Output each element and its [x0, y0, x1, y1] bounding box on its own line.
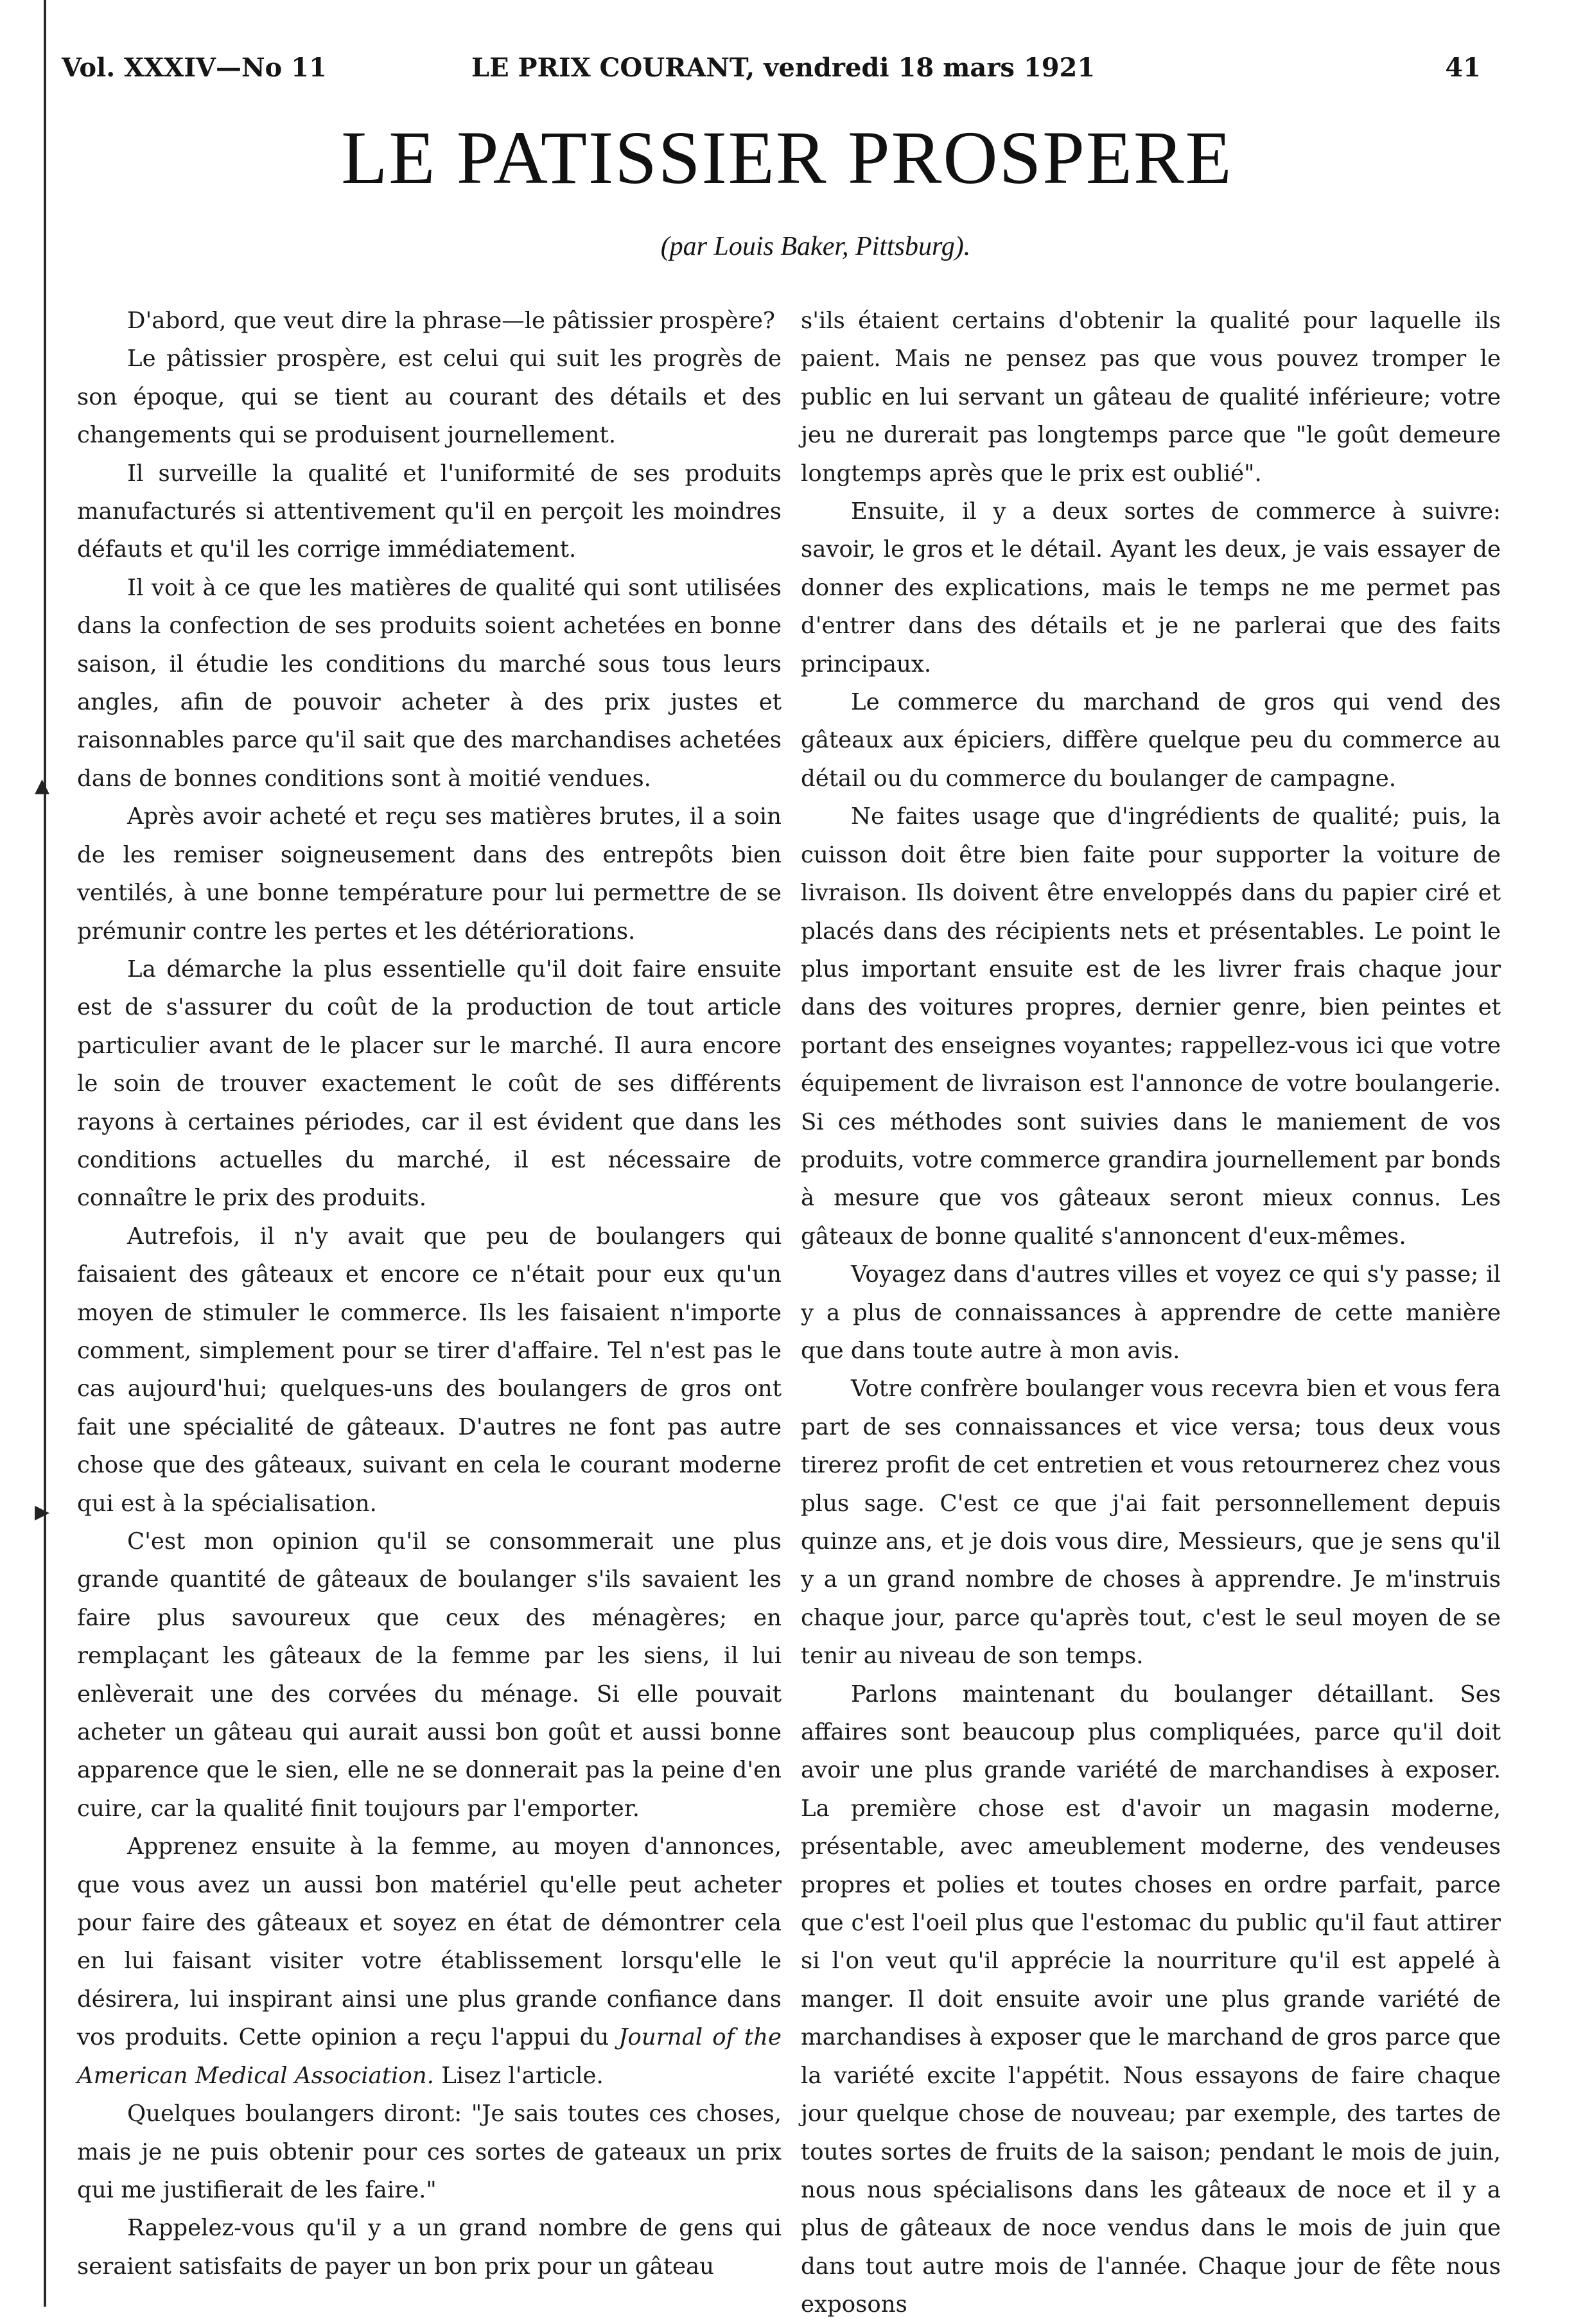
paragraph: Il surveille la qualité et l'uniformité de ses produits manufacturés si attentivement qu'il en perçoit les moindres défauts et qu'il les corrige immédiatement. [77, 460, 782, 563]
paragraph [77, 1828, 782, 2095]
paragraph: D'abord, que veut dire la phrase—le pâtissier prospère? [127, 308, 775, 334]
paragraph: Le commerce du marchand de gros qui vend des gâteaux aux épiciers, diffère quelque peu du commerce au détail ou du commerce du boulanger de campagne. [801, 689, 1501, 792]
right-column [801, 302, 1501, 2324]
paragraph-text: Apprenez ensuite à la femme, au moyen d'annonces, que vous avez un aussi bon matériel qu'elle peut acheter pour faire des gâteaux et soyez en état de démontrer cela en lui faisant visiter votre établissement lorsqu'elle le désirera, lui inspirant ainsi une plus grande confiance dans vos produits. Cette opinion a reçu l'appui du [77, 1833, 782, 2051]
paragraph: Ensuite, il y a deux sortes de commerce à suivre: savoir, le gros et le détail. Ayant les deux, je vais essayer de donner des explications, mais le temps ne me permet pas d'entrer dans des détails et je ne parlerai que des faits principaux. [801, 498, 1501, 677]
paragraph: Il voit à ce que les matières de qualité qui sont utilisées dans la confection de ses produits soient achetées en bonne saison, il étudie les conditions du marché sous tous leurs angles, afin de pouvoir acheter à des prix justes et raisonnables parce qu'il sait que des marchandises achetées dans de bonnes conditions sont à moitié vendues. [77, 574, 782, 792]
paragraph: C'est mon opinion qu'il se consommerait une plus grande quantité de gâteaux de boulanger s'ils savaient les faire plus savoureux que ceux des ménagères; en remplaçant les gâteaux de la femme par les siens, il lui enlèverait une des corvées du ménage. Si elle pouvait acheter un gâteau qui aurait aussi bon goût et aussi bonne apparence que le sien, elle ne se donnerait pas la peine d'en cuire, car la qualité finit toujours par l'emporter. [77, 1528, 782, 1822]
paragraph: Ne faites usage que d'ingrédients de qualité; puis, la cuisson doit être bien faite pour supporter la voiture de livraison. Ils doivent être enveloppés dans du papier ciré et placés dans des récipients nets et présentables. Le point le plus important ensuite est de les livrer frais chaque jour dans des voitures propres, dernier genre, bien peintes et portant des enseignes voyantes; rappellez-vous ici que votre équipement de livraison est l'annonce de votre boulangerie. Si ces méthodes sont suivies dans le maniement de vos produits, votre commerce grandira journellement par bonds à mesure que vos gâteaux seront mieux connus. Les gâteaux de bonne qualité s'annoncent d'eux-mêmes. [801, 803, 1501, 1250]
left-column [77, 302, 782, 2285]
margin-mark-icon: ▶ [35, 1501, 50, 1523]
article-title: LE PATISSIER PROSPERE [341, 116, 1233, 200]
paragraph-text: Lisez l'article. [441, 2062, 604, 2089]
margin-mark-icon: ▲ [35, 774, 50, 797]
paragraph: Parlons maintenant du boulanger détaillant. Ses affaires sont beaucoup plus compliquées, parce qu'il doit avoir une plus grande variété de marchandises à exposer. La première chose est d'avoir un magasin moderne, présentable, avec ameublement moderne, des vendeuses propres et polies et toutes choses en ordre parfait, parce que c'est l'oeil plus que l'estomac du public qu'il faut attirer si l'on veut qu'il apprécie la nourriture qu'il est appelé à manger. Il doit ensuite avoir une plus grande variété de marchandises à exposer que le marchand de gros parce que la variété excite l'appétit. Nous essayons de faire chaque jour quelque chose de nouveau; par exemple, des tartes de toutes sortes de fruits de la saison; pendant le mois de juin, nous nous spécialisons dans les gâteaux de noce et il y a plus de gâteaux de noce vendus dans le mois de juin que dans tout autre mois de l'année. Chaque jour de fête nous exposons [801, 1681, 1501, 2318]
publication-dateline: LE PRIX COURANT, vendredi 18 mars 1921 [471, 53, 1096, 83]
paragraph: Votre confrère boulanger vous recevra bien et vous fera part de ses connaissances et vice versa; tous deux vous tirerez profit de cet entretien et vous retournerez chez vous plus sage. C'est ce que j'ai fait personnellement depuis quinze ans, et je dois vous dire, Messieurs, que je sens qu'il y a un grand nombre de choses à apprendre. Je m'instruis chaque jour, parce qu'après tout, c'est le seul moyen de se tenir au niveau de son temps. [801, 1376, 1501, 1670]
paragraph: La démarche la plus essentielle qu'il doit faire ensuite est de s'assurer du coût de la production de tout article particulier avant de le placer sur le marché. Il aura encore le soin de trouver exactement le coût de ses différents rayons à certaines périodes, car il est évident que dans les conditions actuelles du marché, il est nécessaire de connaître le prix des produits. [77, 956, 782, 1212]
article-byline: (par Louis Baker, Pittsburg). [660, 232, 971, 261]
journal-citation: Journal of the American Medical Association. [77, 2024, 782, 2089]
paragraph: Quelques boulangers diront: "Je sais toutes ces choses, mais je ne puis obtenir pour ces sortes de gateaux un prix qui me justifierait de les faire." [77, 2101, 782, 2203]
page-margin-rule [44, 0, 46, 2307]
paragraph: Rappelez-vous qu'il y a un grand nombre de gens qui seraient satisfaits de payer un bon prix pour un gâteau [77, 2215, 782, 2280]
running-header [62, 53, 1481, 98]
paragraph-continued: s'ils étaient certains d'obtenir la qualité pour laquelle ils paient. Mais ne pensez pas que vous pouvez tromper le public en lui servant un gâteau de qualité inférieure; votre jeu ne durerait pas longtemps parce que "le goût demeure longtemps après que le prix est oublié". [801, 308, 1501, 487]
volume-number: Vol. XXXIV—No 11 [62, 53, 327, 83]
paragraph: Après avoir acheté et reçu ses matières brutes, il a soin de les remiser soigneusement dans des entrepôts bien ventilés, à une bonne température pour lui permettre de se prémunir contre les pertes et les détériorations. [77, 803, 782, 945]
paragraph: Autrefois, il n'y avait que peu de boulangers qui faisaient des gâteaux et encore ce n'était pour eux qu'un moyen de stimuler le commerce. Ils les faisaient n'importe comment, simplement pour se tirer d'affaire. Tel n'est pas le cas aujourd'hui; quelques-uns des boulangers de gros ont fait une spécialité de gâteaux. D'autres ne font pas autre chose que des gâteaux, suivant en cela le courant moderne qui est à la spécialisation. [77, 1223, 782, 1517]
page-number: 41 [1445, 53, 1481, 83]
paragraph: Voyagez dans d'autres villes et voyez ce qui s'y passe; il y a plus de connaissances à apprendre de cette manière que dans toute autre à mon avis. [801, 1261, 1501, 1364]
paragraph: Le pâtissier prospère, est celui qui suit les progrès de son époque, qui se tient au courant des détails et des changements qui se produisent journellement. [77, 345, 782, 449]
